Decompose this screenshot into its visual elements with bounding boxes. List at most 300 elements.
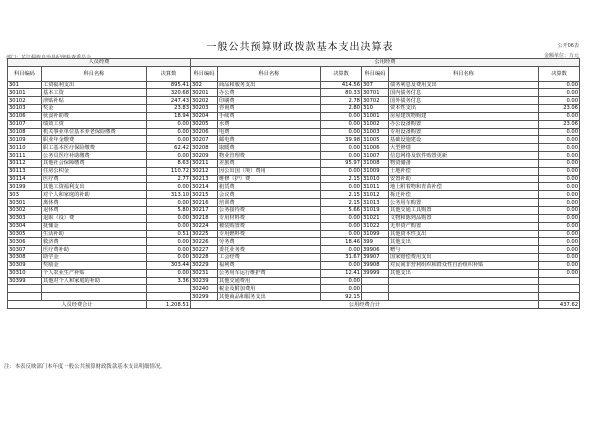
- table-row: [8, 254, 580, 262]
- code-cell: 31008: [362, 159, 389, 167]
- col-code: 科目编码: [362, 66, 389, 81]
- code-cell: [362, 277, 389, 285]
- amount-cell: 313.10: [147, 191, 191, 199]
- code-cell: 30206: [191, 128, 218, 136]
- code-cell: 30109: [8, 136, 42, 144]
- code-cell: 31001: [362, 112, 389, 120]
- col-amount: 决算数: [147, 66, 191, 81]
- name-cell: 国内债务付息: [389, 89, 539, 97]
- table-row: [8, 81, 580, 89]
- page-title: 一般公共预算财政拨款基本支出决算表: [206, 42, 394, 53]
- code-cell: 30302: [8, 207, 42, 215]
- form-code: 公开06表: [557, 43, 579, 49]
- table-row: [8, 246, 580, 254]
- table-row: [8, 144, 580, 152]
- amount-cell: 0.00: [147, 269, 191, 277]
- code-cell: 30204: [191, 112, 218, 120]
- code-cell: 30239: [191, 277, 218, 285]
- col-name: 科目名称: [218, 66, 321, 81]
- code-cell: 399: [362, 238, 389, 246]
- name-cell: 专用设备购置: [389, 128, 539, 136]
- table-row: [8, 128, 580, 136]
- code-cell: 30231: [191, 269, 218, 277]
- name-cell: 工会经费: [218, 254, 321, 262]
- name-cell: 个人农业生产补贴: [42, 269, 147, 277]
- amount-cell: 0.00: [539, 112, 580, 120]
- code-cell: 30101: [8, 89, 42, 97]
- code-cell: 30225: [191, 230, 218, 238]
- code-cell: 31005: [362, 136, 389, 144]
- amount-cell: 0.00: [147, 152, 191, 160]
- name-cell: 其他对个人和家庭的补助: [42, 277, 147, 285]
- code-cell: 31007: [362, 152, 389, 160]
- code-cell: [8, 293, 42, 301]
- amount-cell: 18.94: [147, 112, 191, 120]
- code-cell: [362, 285, 389, 293]
- name-cell: 机关事业单位基本养老保险缴费: [42, 128, 147, 136]
- name-cell: 文物和陈列品购置: [389, 214, 539, 222]
- amount-cell: 0.00: [539, 214, 580, 222]
- code-cell: 30205: [191, 120, 218, 128]
- name-cell: 其他社会保障缴费: [42, 159, 147, 167]
- amount-cell: 0.00: [147, 238, 191, 246]
- personnel-total-label: 人员经费合计: [8, 301, 147, 309]
- amount-cell: 0.00: [321, 261, 362, 269]
- table-row: [8, 97, 580, 105]
- code-cell: 30229: [191, 261, 218, 269]
- code-cell: 30304: [8, 222, 42, 230]
- amount-cell: 0.00: [321, 167, 362, 175]
- code-cell: 30303: [8, 214, 42, 222]
- amount-cell: 0.00: [539, 230, 580, 238]
- code-cell: 30228: [191, 254, 218, 262]
- name-cell: 津贴补贴: [42, 97, 147, 105]
- amount-cell: 0.00: [321, 152, 362, 160]
- amount-cell: 0.00: [321, 246, 362, 254]
- amount-cell: 110.72: [147, 167, 191, 175]
- code-cell: [362, 293, 389, 301]
- code-cell: 31013: [362, 199, 389, 207]
- table-row: [8, 214, 580, 222]
- name-cell: 手续费: [218, 112, 321, 120]
- amount-cell: 2.78: [321, 97, 362, 105]
- amount-cell: 0.00: [539, 144, 580, 152]
- name-cell: [42, 293, 147, 301]
- table-row: [8, 293, 580, 301]
- amount-cell: 0.00: [147, 254, 191, 262]
- name-cell: 公务用车购置: [389, 199, 539, 207]
- name-cell: 邮电费: [218, 136, 321, 144]
- name-cell: 退职（役）费: [42, 214, 147, 222]
- table-row: [8, 112, 580, 120]
- code-cell: 31021: [362, 214, 389, 222]
- code-cell: 30103: [8, 105, 42, 113]
- name-cell: 咨询费: [218, 105, 321, 113]
- code-cell: 301: [8, 81, 42, 89]
- name-cell: 无形资产购置: [389, 222, 539, 230]
- code-cell: 30299: [191, 293, 218, 301]
- amount-cell: 92.15: [321, 293, 362, 301]
- name-cell: 办公费: [218, 89, 321, 97]
- col-name: 科目名称: [389, 66, 539, 81]
- amount-cell: 3.36: [147, 277, 191, 285]
- code-cell: 303: [8, 191, 42, 199]
- amount-cell: 0.00: [539, 246, 580, 254]
- table-row: [8, 136, 580, 144]
- name-cell: 其他交通工具购置: [389, 207, 539, 215]
- name-cell: 被装购置费: [218, 222, 321, 230]
- amount-cell: 247.43: [147, 97, 191, 105]
- code-cell: 30226: [191, 238, 218, 246]
- table-row: [8, 183, 580, 191]
- code-cell: 310: [362, 105, 389, 113]
- name-cell: 公务接待费: [218, 207, 321, 215]
- name-cell: 对民间非营利组织和群众性自治组织补贴: [389, 261, 539, 269]
- code-cell: 30111: [8, 152, 42, 160]
- name-cell: 劳务费: [218, 238, 321, 246]
- code-cell: 30107: [8, 120, 42, 128]
- table-row: [8, 89, 580, 97]
- name-cell: 工资福利支出: [42, 81, 147, 89]
- code-cell: 39906: [362, 246, 389, 254]
- code-cell: 31099: [362, 230, 389, 238]
- totals-row: [8, 301, 580, 309]
- name-cell: 医疗费补助: [42, 246, 147, 254]
- code-cell: 30227: [191, 246, 218, 254]
- name-cell: 对个人和家庭的补助: [42, 191, 147, 199]
- name-cell: 其他工资福利支出: [42, 183, 147, 191]
- name-cell: 专用燃料费: [218, 230, 321, 238]
- name-cell: 信息网络及软件购置更新: [389, 152, 539, 160]
- table-row: [8, 207, 580, 215]
- code-cell: 30218: [191, 214, 218, 222]
- name-cell: 会议费: [218, 191, 321, 199]
- amount-cell: 0.00: [539, 238, 580, 246]
- name-cell: 住房公积金: [42, 167, 147, 175]
- name-cell: 专用材料费: [218, 214, 321, 222]
- code-cell: 30217: [191, 207, 218, 215]
- amount-cell: 0.00: [147, 214, 191, 222]
- table-row: [8, 285, 580, 293]
- table-row: [8, 277, 580, 285]
- code-cell: 30310: [8, 269, 42, 277]
- amount-cell: 0.00: [321, 128, 362, 136]
- code-cell: 31022: [362, 222, 389, 230]
- amount-cell: [147, 293, 191, 301]
- amount-cell: 0.00: [539, 97, 580, 105]
- name-cell: 办公设备购置: [389, 120, 539, 128]
- amount-cell: 0.51: [147, 230, 191, 238]
- code-cell: [8, 285, 42, 293]
- name-cell: [389, 277, 539, 285]
- table-row: [8, 105, 580, 113]
- table-row: [8, 199, 580, 207]
- column-header-row: [8, 66, 580, 81]
- code-cell: 30110: [8, 144, 42, 152]
- code-cell: 30209: [191, 152, 218, 160]
- code-cell: 30212: [191, 167, 218, 175]
- code-cell: 31011: [362, 183, 389, 191]
- amount-cell: 0.00: [539, 136, 580, 144]
- col-code: 科目编码: [191, 66, 218, 81]
- code-cell: 39908: [362, 261, 389, 269]
- amount-cell: 0.00: [539, 89, 580, 97]
- code-cell: 30309: [8, 261, 42, 269]
- code-cell: 31003: [362, 128, 389, 136]
- amount-cell: 0.00: [321, 112, 362, 120]
- amount-cell: 62.42: [147, 144, 191, 152]
- name-cell: 商品和服务支出: [218, 81, 321, 89]
- name-cell: 救济费: [42, 238, 147, 246]
- name-cell: 其他商品和服务支出: [218, 293, 321, 301]
- code-cell: 307: [362, 81, 389, 89]
- amount-cell: 80.33: [321, 89, 362, 97]
- code-cell: 30211: [191, 159, 218, 167]
- name-cell: 安置补助: [389, 175, 539, 183]
- name-cell: [42, 285, 147, 293]
- amount-cell: 0.00: [147, 246, 191, 254]
- code-cell: 30102: [8, 97, 42, 105]
- amount-cell: 2.80: [321, 105, 362, 113]
- amount-cell: [539, 293, 580, 301]
- amount-cell: 2.77: [147, 175, 191, 183]
- group-header-row: [8, 59, 580, 67]
- footnote: 注：本表反映部门本年度一般公共预算财政拨款基本支出明细情况。: [4, 364, 166, 370]
- amount-cell: 31.67: [321, 254, 362, 262]
- name-cell: 公务员医疗补助缴费: [42, 152, 147, 160]
- amount-cell: [539, 277, 580, 285]
- amount-cell: 23.06: [539, 105, 580, 113]
- amount-cell: 303.44: [147, 261, 191, 269]
- amount-cell: 23.06: [539, 120, 580, 128]
- name-cell: 国外债务付息: [389, 97, 539, 105]
- code-cell: 302: [191, 81, 218, 89]
- amount-cell: 0.00: [539, 261, 580, 269]
- code-cell: 30201: [191, 89, 218, 97]
- amount-cell: 0.00: [321, 183, 362, 191]
- name-cell: 国家赔偿费用支出: [389, 254, 539, 262]
- code-cell: 30202: [191, 97, 218, 105]
- name-cell: 职业年金缴费: [42, 136, 147, 144]
- amount-cell: 2.15: [321, 191, 362, 199]
- table-row: [8, 152, 580, 160]
- amount-cell: [539, 285, 580, 293]
- table-row: [8, 222, 580, 230]
- code-cell: 30108: [8, 128, 42, 136]
- amount-cell: 0.00: [147, 120, 191, 128]
- table-row: [8, 269, 580, 277]
- name-cell: 培训费: [218, 199, 321, 207]
- amount-cell: [147, 285, 191, 293]
- name-cell: 其他资本性支出: [389, 230, 539, 238]
- amount-cell: 0.00: [539, 207, 580, 215]
- code-cell: 30114: [8, 175, 42, 183]
- public-total-label: 公用经费合计: [191, 301, 539, 309]
- name-cell: 绩效工资: [42, 120, 147, 128]
- code-cell: 30702: [362, 97, 389, 105]
- code-cell: 31002: [362, 120, 389, 128]
- name-cell: 物业管理费: [218, 152, 321, 160]
- amount-cell: 0.00: [539, 269, 580, 277]
- name-cell: 房屋建筑物购建: [389, 112, 539, 120]
- amount-cell: 5.66: [321, 207, 362, 215]
- group-public: 公用经费: [191, 59, 580, 67]
- col-code: 科目编码: [8, 66, 42, 81]
- table-row: [8, 230, 580, 238]
- code-cell: 30305: [8, 230, 42, 238]
- amount-cell: 0.00: [539, 167, 580, 175]
- name-cell: 基本工资: [42, 89, 147, 97]
- amount-cell: 2.15: [321, 199, 362, 207]
- amount-cell: 0.00: [147, 199, 191, 207]
- code-cell: 39907: [362, 254, 389, 262]
- code-cell: 30214: [191, 183, 218, 191]
- amount-cell: 5.80: [147, 207, 191, 215]
- name-cell: 离休费: [42, 199, 147, 207]
- amount-cell: 0.00: [539, 199, 580, 207]
- code-cell: 31019: [362, 207, 389, 215]
- amount-cell: 23.83: [147, 105, 191, 113]
- name-cell: 印刷费: [218, 97, 321, 105]
- expenditure-table: [7, 58, 580, 309]
- name-cell: 抚恤金: [42, 222, 147, 230]
- amount-cell: 8.63: [147, 159, 191, 167]
- code-cell: 30216: [191, 199, 218, 207]
- amount-cell: 0.00: [539, 175, 580, 183]
- code-cell: 30306: [8, 238, 42, 246]
- table-row: [8, 191, 580, 199]
- name-cell: 其他支出: [389, 269, 539, 277]
- name-cell: 水费: [218, 120, 321, 128]
- table-row: [8, 167, 580, 175]
- code-cell: 30224: [191, 222, 218, 230]
- amount-cell: 0.00: [539, 183, 580, 191]
- personnel-total-value: 1,208.51: [147, 301, 191, 309]
- amount-cell: 0.00: [321, 144, 362, 152]
- code-cell: 30213: [191, 175, 218, 183]
- unit-label: 金额单位：万元: [543, 53, 579, 59]
- name-cell: 奖金: [42, 105, 147, 113]
- amount-cell: 39.98: [321, 136, 362, 144]
- code-cell: 30308: [8, 254, 42, 262]
- group-personnel: 人员经费: [8, 59, 191, 67]
- name-cell: [389, 285, 539, 293]
- amount-cell: 0.00: [539, 128, 580, 136]
- name-cell: 物资储备: [389, 159, 539, 167]
- name-cell: 委托业务费: [218, 246, 321, 254]
- code-cell: 30399: [8, 277, 42, 285]
- table-row: [8, 120, 580, 128]
- name-cell: 地上附着物和青苗补偿: [389, 183, 539, 191]
- amount-cell: 12.41: [321, 269, 362, 277]
- code-cell: 30240: [191, 285, 218, 293]
- code-cell: 30112: [8, 159, 42, 167]
- amount-cell: 0.00: [539, 222, 580, 230]
- name-cell: 退休费: [42, 207, 147, 215]
- amount-cell: 0.00: [321, 120, 362, 128]
- col-name: 科目名称: [42, 66, 147, 81]
- code-cell: 30207: [191, 136, 218, 144]
- code-cell: 31009: [362, 167, 389, 175]
- name-cell: [389, 293, 539, 301]
- name-cell: 赠与: [389, 246, 539, 254]
- name-cell: 差旅费: [218, 159, 321, 167]
- name-cell: 电费: [218, 128, 321, 136]
- code-cell: 30106: [8, 112, 42, 120]
- amount-cell: 0.00: [321, 214, 362, 222]
- public-total-value: 437.62: [539, 301, 580, 309]
- name-cell: 公务用车运行维护费: [218, 269, 321, 277]
- name-cell: 生活补助: [42, 230, 147, 238]
- name-cell: 因公出国（境）费用: [218, 167, 321, 175]
- code-cell: 31012: [362, 191, 389, 199]
- amount-cell: 0.00: [539, 152, 580, 160]
- amount-cell: 0.00: [539, 191, 580, 199]
- name-cell: 土地补偿: [389, 167, 539, 175]
- name-cell: 取暖费: [218, 144, 321, 152]
- amount-cell: 0.00: [321, 277, 362, 285]
- amount-cell: 414.56: [321, 81, 362, 89]
- col-amount: 决算数: [321, 66, 362, 81]
- amount-cell: 895.41: [147, 81, 191, 89]
- table-row: [8, 175, 580, 183]
- name-cell: 助学金: [42, 254, 147, 262]
- amount-cell: 320.68: [147, 89, 191, 97]
- code-cell: 30215: [191, 191, 218, 199]
- name-cell: 税金及附加费用: [218, 285, 321, 293]
- code-cell: 30307: [8, 246, 42, 254]
- table-row: [8, 159, 580, 167]
- table-row: [8, 238, 580, 246]
- amount-cell: 0.00: [539, 254, 580, 262]
- amount-cell: 0.00: [147, 128, 191, 136]
- code-cell: 30208: [191, 144, 218, 152]
- code-cell: 31010: [362, 175, 389, 183]
- name-cell: 奖励金: [42, 261, 147, 269]
- code-cell: 31006: [362, 144, 389, 152]
- col-amount: 决算数: [539, 66, 580, 81]
- name-cell: 福利费: [218, 261, 321, 269]
- amount-cell: 0.00: [147, 136, 191, 144]
- name-cell: 医疗费: [42, 175, 147, 183]
- name-cell: 其他支出: [389, 238, 539, 246]
- name-cell: 基础设施建设: [389, 136, 539, 144]
- name-cell: 职工基本医疗保险缴费: [42, 144, 147, 152]
- amount-cell: 0.00: [539, 81, 580, 89]
- code-cell: 30113: [8, 167, 42, 175]
- name-cell: 伙食补助费: [42, 112, 147, 120]
- name-cell: 租赁费: [218, 183, 321, 191]
- amount-cell: 0.00: [321, 230, 362, 238]
- amount-cell: 0.00: [321, 222, 362, 230]
- name-cell: 债务利息及费用支出: [389, 81, 539, 89]
- amount-cell: 0.00: [147, 183, 191, 191]
- name-cell: 维修（护）费: [218, 175, 321, 183]
- code-cell: 30199: [8, 183, 42, 191]
- amount-cell: 2.15: [321, 175, 362, 183]
- code-cell: 30301: [8, 199, 42, 207]
- code-cell: 30203: [191, 105, 218, 113]
- code-cell: 30701: [362, 89, 389, 97]
- name-cell: 其他交通费用: [218, 277, 321, 285]
- name-cell: 资本性支出: [389, 105, 539, 113]
- table-row: [8, 261, 580, 269]
- amount-cell: 0.00: [539, 159, 580, 167]
- amount-cell: 0.00: [321, 285, 362, 293]
- name-cell: 大型修缮: [389, 144, 539, 152]
- amount-cell: 18.46: [321, 238, 362, 246]
- amount-cell: 95.97: [321, 159, 362, 167]
